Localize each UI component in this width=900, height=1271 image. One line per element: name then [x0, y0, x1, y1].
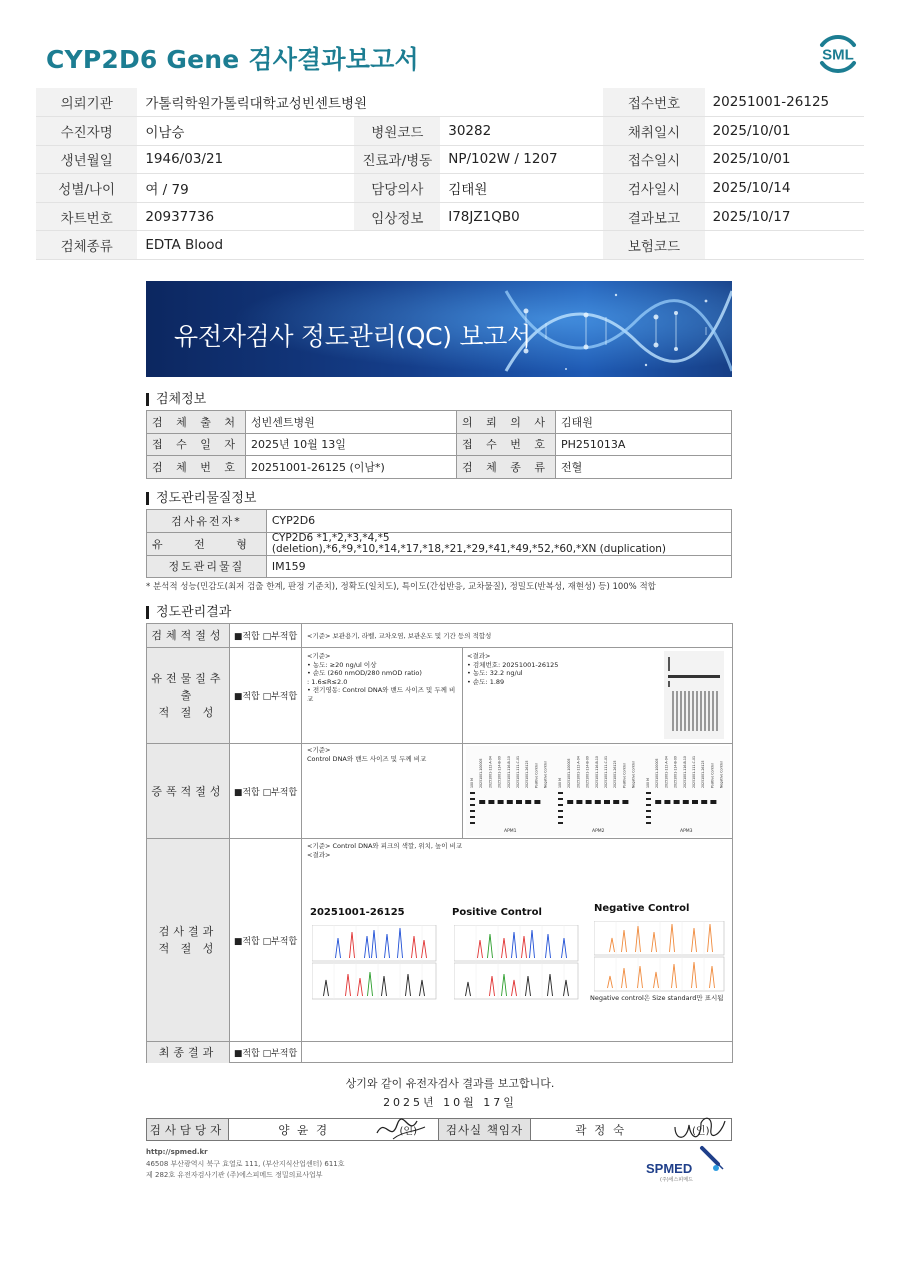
result-criteria — [307, 842, 462, 859]
value-result-report: 2025/10/17 — [705, 202, 864, 231]
value-requesting-institution: 가톨릭학원가톨릭대학교성빈센트병원 — [137, 88, 603, 117]
value-insurance-code — [705, 231, 864, 260]
gel-band — [604, 800, 610, 804]
gel-ladder-band — [646, 810, 651, 812]
extraction-criteria-title: <기준> — [307, 652, 331, 660]
label-department: 진료과/병동 — [354, 145, 440, 174]
positive-control-title: Positive Control — [452, 907, 542, 918]
gel-lane-label: 20251001-26125 — [525, 760, 530, 788]
section-heading-qc-results: 정도관리결과 — [146, 606, 231, 619]
value-birth-date: 1946/03/21 — [137, 145, 354, 174]
performance-note: * 분석적 성능(민감도(최저 검출 한계, 판정 기준치), 정확도(일치도), 특이도(간섭반응, 교차물질), 정밀도(반복성, 재현성) 등) 100% 적합 — [146, 582, 656, 592]
extraction-criteria-4: • 전기영동: Control DNA와 밴드 사이즈 및 두께 비교 — [307, 686, 456, 703]
extraction-gel-image — [664, 651, 724, 739]
footer — [146, 1147, 345, 1182]
label-doctor: 담당의사 — [354, 174, 440, 203]
requesting-doctor-value: 김태원 — [556, 411, 732, 434]
gel-band — [534, 800, 540, 804]
result-criteria-result-title: <결과> — [307, 850, 331, 859]
amplification-criteria-text: Control DNA와 밴드 사이즈 및 두께 비교 — [307, 754, 427, 763]
label-reception-number: 접수번호 — [603, 88, 704, 117]
gel-ladder-band — [558, 822, 563, 824]
gel-band — [655, 800, 661, 804]
qc-label-final: 최종결과 — [147, 1042, 230, 1063]
sample-electropherogram — [312, 925, 438, 1001]
qc-label-extraction-2: 적 절 성 — [158, 706, 218, 719]
amplification-criteria — [307, 746, 457, 763]
specimen-kind-label: 검 체 종 류 — [457, 456, 556, 479]
gel-band — [710, 800, 716, 804]
gel-ladder-band — [646, 822, 651, 824]
gel-lane-label: 20251001-111-C-01 — [516, 755, 520, 788]
gel-band — [701, 800, 707, 804]
label-insurance-code: 보험코드 — [603, 231, 704, 260]
spmed-logo — [646, 1146, 726, 1182]
gel-band — [498, 800, 504, 804]
label-specimen-type: 검체종류 — [36, 231, 137, 260]
gel-band — [576, 800, 582, 804]
negative-control-electropherogram — [594, 921, 726, 993]
gel-lane-label: 20251001-112-A-04 — [488, 756, 493, 788]
value-clinical-info: I78JZ1QB0 — [440, 202, 603, 231]
label-chart-number: 차트번호 — [36, 202, 137, 231]
negative-control-note: Negative control은 Size standard만 표시됨 — [590, 994, 724, 1002]
specimen-source-label: 검 체 출 처 — [147, 411, 246, 434]
test-gene-label: 검사유전자* — [147, 510, 267, 533]
extraction-result-2: • 농도: 32.2 ng/ul — [467, 669, 523, 677]
qc-row-specimen-adequacy — [147, 624, 732, 648]
amplification-gel-image — [466, 746, 730, 836]
gel-lane-label: 20251001-116-B-10 — [594, 756, 599, 788]
value-specimen-type: EDTA Blood — [137, 231, 603, 260]
footer-address: 46508 부산광역시 북구 효열로 111, (부산지식산업센터) 611호 — [146, 1159, 345, 1168]
section-heading-specimen: 검체정보 — [146, 393, 206, 406]
gel-ladder-band — [470, 810, 475, 812]
gel-lane-label: Negative Control — [543, 761, 548, 788]
label-reception-date: 접수일시 — [603, 145, 704, 174]
gel-ladder-band — [470, 816, 475, 818]
gel-lane-label: 100 M — [646, 778, 650, 788]
gel-lane-label: 20251001-26125 — [613, 760, 618, 788]
label-hospital-code: 병원코드 — [354, 117, 440, 146]
sample-electropherogram-title: 20251001-26125 — [310, 907, 405, 918]
gel-ladder-band — [470, 804, 475, 806]
specimen-number-label: 검 체 번 호 — [147, 456, 246, 479]
gel-band — [586, 800, 592, 804]
gel-ladder-band — [646, 816, 651, 818]
qc-results-table — [146, 623, 733, 1063]
specimen-info-table — [146, 410, 732, 479]
closing-statement: 상기와 같이 유전자검사 결과를 보고합니다. — [345, 1077, 555, 1090]
gel-lane-label: Positive Control — [622, 763, 627, 788]
requesting-doctor-label: 의 뢰 의 사 — [457, 411, 556, 434]
gel-ladder-band — [558, 816, 563, 818]
gel-band — [683, 800, 689, 804]
gel-ladder-band — [470, 798, 475, 800]
syringe-icon — [698, 1144, 726, 1172]
gel-lane-label: Positive Control — [710, 763, 715, 788]
gel-band — [595, 800, 601, 804]
gel-ladder-band — [558, 804, 563, 806]
footer-license: 제 282호 유전자검사기관 (주)에스피메드 정밀의료사업부 — [146, 1171, 323, 1179]
signature-table — [146, 1118, 732, 1141]
amplification-criteria-title: <기준> — [307, 746, 331, 754]
tester-name: 양 윤 경 — [229, 1119, 379, 1141]
extraction-result-title: <결과> — [467, 652, 491, 660]
gel-lane-label: 100 M — [470, 778, 474, 788]
director-name: 곽 정 숙 — [531, 1119, 671, 1141]
tester-seal: (인) — [399, 1126, 417, 1137]
value-chart-number: 20937736 — [137, 202, 354, 231]
director-seal: (인) — [692, 1126, 710, 1137]
label-patient-name: 수진자명 — [36, 117, 137, 146]
gel-band — [664, 800, 670, 804]
gel-lane-label: 20251001-114-B-09 — [497, 756, 502, 788]
reception-number-label: 접 수 번 호 — [457, 433, 556, 456]
extraction-result — [467, 652, 617, 686]
qc-criteria-specimen: <기준> 보관용기, 라벨, 교차오염, 보관온도 및 기간 등의 적합성 — [307, 632, 492, 640]
gel-ladder-band — [646, 804, 651, 806]
report-date: 2025년 10월 17일 — [383, 1096, 517, 1109]
gel-band — [674, 800, 680, 804]
qc-check-extraction: ■적합 □부적합 — [230, 648, 302, 743]
gel-band — [567, 800, 573, 804]
gel-lane-label: 20251001-26125 — [701, 760, 706, 788]
result-criteria-text: <기준> Control DNA와 피크의 색깔, 위치, 높이 비교 — [307, 842, 463, 850]
positive-control-electropherogram — [454, 925, 580, 1001]
qc-check-specimen-adequacy: ■적합 □부적합 — [230, 624, 302, 647]
sml-logo-text: SML — [822, 46, 854, 64]
qc-label-extraction: 유전물질추출 — [151, 672, 225, 702]
value-hospital-code: 30282 — [440, 117, 603, 146]
gel-lane-label: Negative Control — [631, 761, 636, 788]
reception-number-value: PH251013A — [556, 433, 732, 456]
section-heading-material: 정도관리물질정보 — [146, 492, 256, 505]
value-department: NP/102W / 1207 — [440, 145, 603, 174]
qc-row-amplification — [147, 744, 732, 839]
label-clinical-info: 임상정보 — [354, 202, 440, 231]
label-birth-date: 생년월일 — [36, 145, 137, 174]
sml-logo — [814, 30, 862, 78]
label-result-report: 결과보고 — [603, 202, 704, 231]
negative-control-title: Negative Control — [594, 903, 690, 914]
gel-lane-label: 20251001-114-B-09 — [673, 756, 678, 788]
qc-material-label: 정도관리물질 — [147, 555, 267, 578]
extraction-criteria-3: : 1.6≤R≤2.0 — [307, 677, 348, 686]
gel-ladder-band — [558, 792, 563, 794]
gel-ladder-band — [646, 798, 651, 800]
gel-lane-label: 20251001-116-B-10 — [682, 756, 687, 788]
qc-label-result-2: 적 절 성 — [158, 942, 218, 955]
value-sex-age: 여 / 79 — [137, 174, 354, 203]
gel-band — [507, 800, 513, 804]
gel-band — [692, 800, 698, 804]
director-label: 검사실 책임자 — [439, 1119, 531, 1141]
gel-panel-label: APM2 — [592, 829, 605, 834]
extraction-result-3: • 순도: 1.89 — [467, 677, 505, 686]
qc-row-final — [147, 1042, 732, 1063]
qc-check-final: ■적합 □부적합 — [230, 1042, 302, 1063]
gel-ladder-band — [470, 822, 475, 824]
value-doctor: 김태원 — [440, 174, 603, 203]
qc-check-result: ■적합 □부적합 — [230, 839, 302, 1041]
specimen-kind-value: 전혈 — [556, 456, 732, 479]
test-gene-value: CYP2D6 — [266, 510, 731, 533]
gel-ladder-band — [558, 798, 563, 800]
value-test-date: 2025/10/14 — [705, 174, 864, 203]
gel-lane-label: 20251001-100005 — [567, 758, 572, 788]
qc-row-extraction — [147, 648, 732, 744]
gel-lane-label: 20251001-116-B-10 — [506, 756, 511, 788]
gel-panel-label: APM3 — [680, 829, 693, 834]
spmed-logo-text: SPMED — [646, 1161, 693, 1176]
gel-band — [613, 800, 619, 804]
value-patient-name: 이남승 — [137, 117, 354, 146]
reception-date-label: 접 수 일 자 — [147, 433, 246, 456]
gel-lane-label: 20251001-111-C-01 — [692, 755, 696, 788]
label-requesting-institution: 의뢰기관 — [36, 88, 137, 117]
genotype-label: 유 전 형 — [147, 532, 267, 555]
gel-lane-label: 20251001-112-A-04 — [576, 756, 581, 788]
spmed-logo-subtext: (주)에스피메드 — [660, 1177, 693, 1183]
gel-lane-label: 20251001-111-C-01 — [604, 755, 608, 788]
qc-row-result — [147, 839, 732, 1042]
tester-label: 검사담당자 — [147, 1119, 229, 1141]
page-title: CYP2D6 Gene 검사결과보고서 — [46, 45, 419, 74]
value-reception-number: 20251001-26125 — [705, 88, 864, 117]
reception-date-value: 2025년 10월 13일 — [246, 433, 457, 456]
extraction-criteria — [307, 652, 457, 703]
genotype-line-1: CYP2D6 *1,*2,*3,*4,*5 — [271, 532, 390, 544]
extraction-criteria-1: • 농도: ≥20 ng/ul 이상 — [307, 660, 377, 669]
gel-band — [622, 800, 628, 804]
gel-lane-label: Negative Control — [719, 761, 724, 788]
gel-lane-label: 20251001-112-A-04 — [664, 756, 669, 788]
value-reception-date: 2025/10/01 — [705, 145, 864, 174]
qc-report-banner — [146, 281, 732, 377]
label-sex-age: 성별/나이 — [36, 174, 137, 203]
genotype-line-2: (deletion),*6,*9,*10,*14,*17,*18,*21,*29,*41,*49,*52,*60,*XN (duplication) — [271, 542, 667, 555]
patient-header-table — [36, 88, 864, 260]
value-collection-date: 2025/10/01 — [705, 117, 864, 146]
label-test-date: 검사일시 — [603, 174, 704, 203]
gel-lane-label: 100 M — [558, 778, 562, 788]
specimen-number-value: 20251001-26125 (이남*) — [246, 456, 457, 479]
qc-material-value: IM159 — [266, 555, 731, 578]
gel-ladder-band — [470, 792, 475, 794]
gel-band — [525, 800, 531, 804]
specimen-source-value: 성빈센트병원 — [246, 411, 457, 434]
gel-band — [516, 800, 522, 804]
extraction-result-1: • 검체번호: 20251001-26125 — [467, 660, 559, 669]
gel-lane-label: 20251001-100005 — [655, 758, 660, 788]
gel-panel-label: APM1 — [504, 829, 517, 834]
qc-label-amplification: 증폭적절성 — [147, 744, 230, 838]
gel-band — [488, 800, 494, 804]
footer-url: http://spmed.kr — [146, 1148, 208, 1156]
gel-ladder-band — [558, 810, 563, 812]
label-collection-date: 채취일시 — [603, 117, 704, 146]
qc-check-amplification: ■적합 □부적합 — [230, 744, 302, 838]
banner-title: 유전자검사 정도관리(QC) 보고서 — [174, 322, 531, 351]
gel-band — [479, 800, 485, 804]
extraction-criteria-2: • 순도 (260 nmOD/280 nmOD ratio) — [307, 669, 422, 677]
gel-lane-label: 20251001-114-B-09 — [585, 756, 590, 788]
qc-label-result: 검사결과 — [158, 925, 218, 938]
material-info-table — [146, 509, 732, 578]
qc-label-specimen-adequacy: 검체적절성 — [147, 624, 230, 647]
gel-lane-label: 20251001-100005 — [479, 758, 484, 788]
gel-lane-label: Positive Control — [534, 763, 539, 788]
gel-ladder-band — [646, 792, 651, 794]
